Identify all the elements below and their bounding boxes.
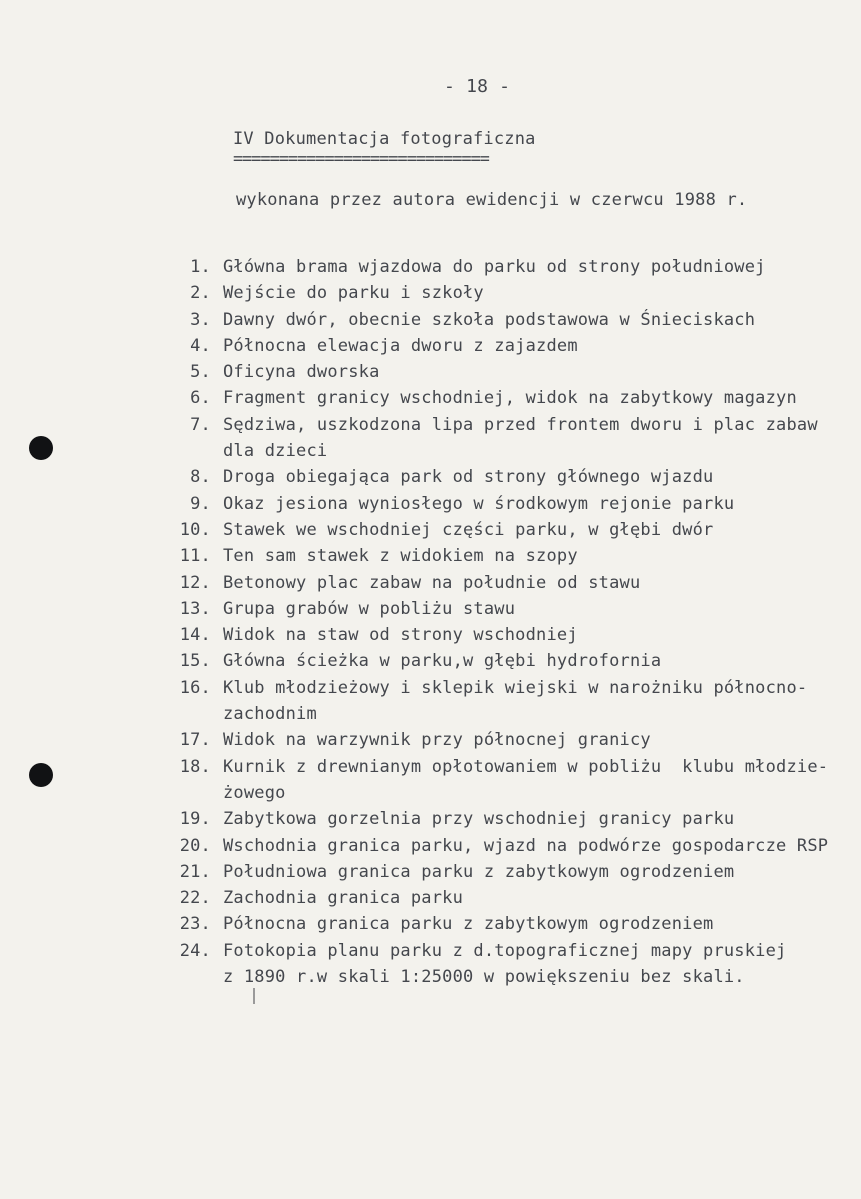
item-number: 22. — [179, 888, 211, 909]
item-number: 23. — [179, 914, 211, 935]
page-number: - 18 - — [444, 76, 511, 97]
list-item — [0, 491, 861, 517]
item-number: 6. — [190, 388, 211, 409]
item-number: 17. — [179, 730, 211, 751]
list-item — [0, 859, 861, 885]
item-text: Zabytkowa gorzelnia przy wschodniej granicy parku — [223, 809, 735, 830]
item-text: Południowa granica parku z zabytkowym ogrodzeniem — [223, 861, 735, 882]
item-number: 18. — [179, 756, 211, 777]
punch-hole — [29, 763, 53, 787]
item-text: Fragment granicy wschodniej, widok na zabytkowy magazyn — [223, 388, 797, 409]
item-text: Główna brama wjazdowa do parku od strony południowej — [223, 257, 766, 277]
list-item — [0, 885, 861, 911]
item-number: 11. — [179, 546, 211, 567]
list-item — [0, 307, 861, 333]
item-number: 1. — [190, 257, 211, 277]
item-number: 2. — [190, 283, 211, 304]
list-item — [0, 938, 861, 991]
list-item — [0, 648, 861, 674]
item-text: Klub młodzieżowy i sklepik wiejski w narożniku północno- zachodnim — [223, 677, 808, 724]
item-number: 21. — [179, 861, 211, 882]
item-text: Wejście do parku i szkoły — [223, 283, 484, 304]
item-number: 9. — [190, 493, 211, 514]
item-text: Droga obiegająca park od strony głównego wjazdu — [223, 467, 714, 488]
item-text: Wschodnia granica parku, wjazd na podwórze gospodarcze RSP — [223, 835, 829, 856]
pencil-mark — [253, 988, 255, 1004]
list-item — [0, 806, 861, 832]
item-number: 20. — [179, 835, 211, 856]
item-text: Betonowy plac zabaw na południe od stawu — [223, 572, 641, 593]
item-text: Widok na staw od strony wschodniej — [223, 625, 578, 646]
item-text: Grupa grabów w pobliżu stawu — [223, 598, 516, 619]
item-text: Kurnik z drewnianym opłotowaniem w pobliżu klubu młodzie- żowego — [223, 756, 829, 803]
list-item — [0, 754, 861, 807]
list-item — [0, 280, 861, 306]
list-item — [0, 570, 861, 596]
item-number: 7. — [190, 414, 211, 435]
item-number: 13. — [179, 598, 211, 619]
item-text: Fotokopia planu parku z d.topograficznej mapy pruskiej z 1890 r.w skali 1:25000 w powiększeniu bez skali. — [223, 940, 787, 987]
subtitle: wykonana przez autora ewidencji w czerwcu 1988 r. — [236, 190, 748, 210]
list-item — [0, 385, 861, 411]
item-text: Dawny dwór, obecnie szkoła podstawowa w Śnieciskach — [223, 309, 756, 330]
item-number: 16. — [179, 677, 211, 698]
item-number: 10. — [179, 519, 211, 540]
item-number: 19. — [179, 809, 211, 830]
item-number: 14. — [179, 625, 211, 646]
list-item — [0, 911, 861, 937]
item-number: 8. — [190, 467, 211, 488]
list-item — [0, 622, 861, 648]
list-item — [0, 543, 861, 569]
item-number: 3. — [190, 309, 211, 330]
item-text: Widok na warzywnik przy północnej granicy — [223, 730, 651, 751]
list-item — [0, 412, 861, 465]
item-number: 12. — [179, 572, 211, 593]
item-text: Oficyna dworska — [223, 362, 380, 383]
list-item — [0, 333, 861, 359]
item-text: Sędziwa, uszkodzona lipa przed frontem dworu i plac zabaw dla dzieci — [223, 414, 818, 461]
photo-list — [0, 254, 861, 990]
item-text: Zachodnia granica parku — [223, 888, 464, 909]
list-item — [0, 675, 861, 728]
section-heading: IV Dokumentacja fotograficzna — [233, 129, 536, 149]
item-text: Główna ścieżka w parku,w głębi hydrofornia — [223, 651, 662, 672]
item-text: Ten sam stawek z widokiem na szopy — [223, 546, 578, 567]
item-number: 4. — [190, 335, 211, 356]
list-item — [0, 596, 861, 622]
item-number: 5. — [190, 362, 211, 383]
item-text: Okaz jesiona wyniosłego w środkowym rejonie parku — [223, 493, 735, 514]
item-text: Stawek we wschodniej części parku, w głębi dwór — [223, 519, 714, 540]
item-text: Północna elewacja dworu z zajazdem — [223, 335, 578, 356]
list-item — [0, 464, 861, 490]
list-item — [0, 727, 861, 753]
punch-hole — [29, 436, 53, 460]
list-item — [0, 254, 861, 280]
list-item — [0, 833, 861, 859]
item-number: 15. — [179, 651, 211, 672]
list-item — [0, 359, 861, 385]
item-number: 24. — [179, 940, 211, 961]
item-text: Północna granica parku z zabytkowym ogrodzeniem — [223, 914, 714, 935]
heading-underline: ============================ — [233, 149, 489, 169]
list-item — [0, 517, 861, 543]
